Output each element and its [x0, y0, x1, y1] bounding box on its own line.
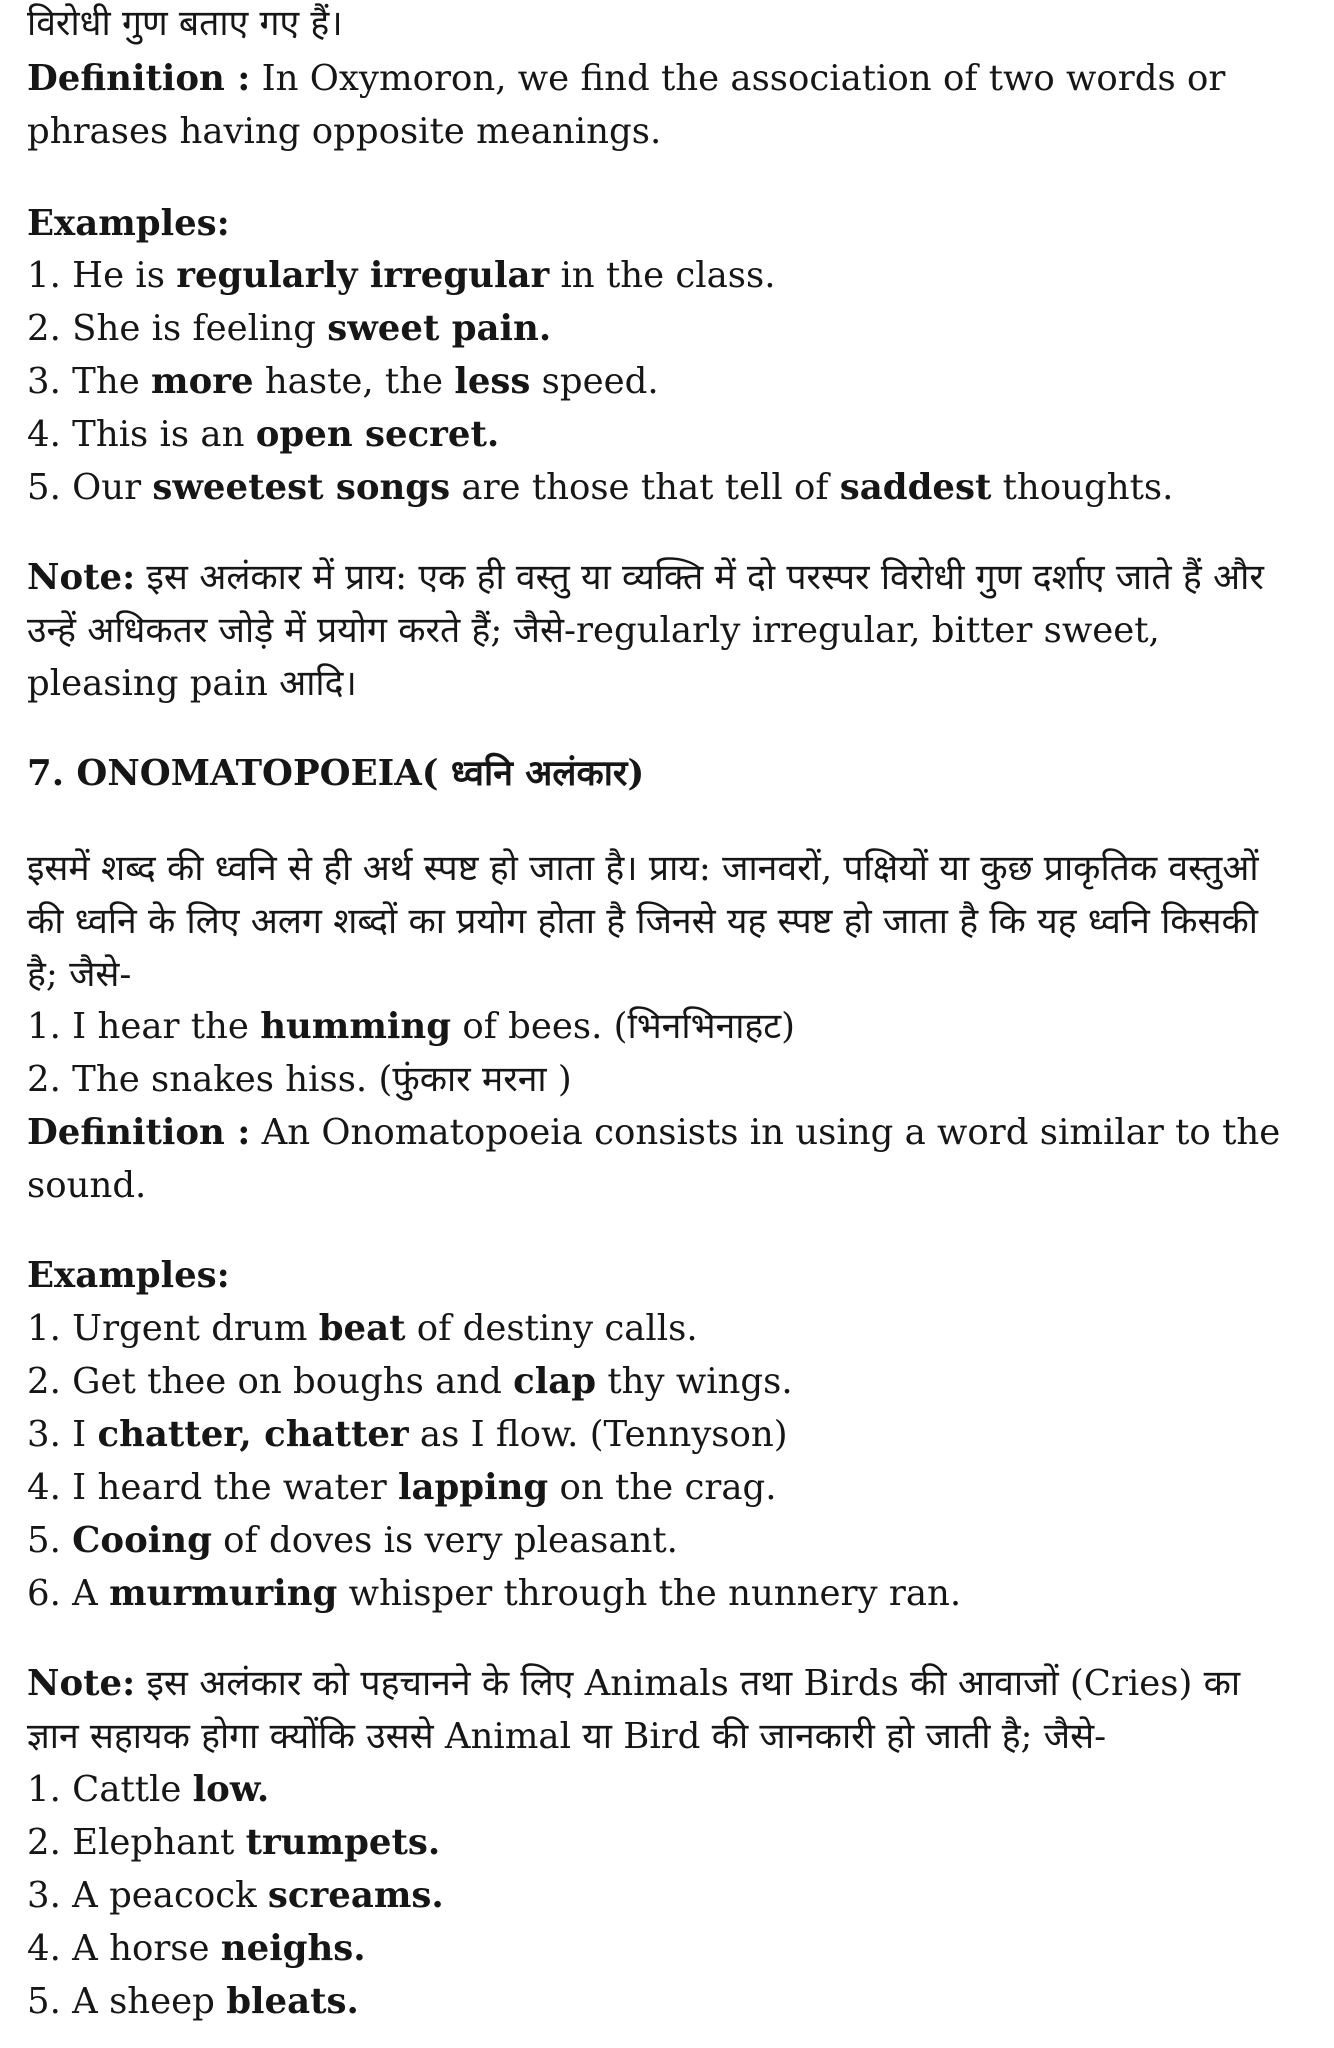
bold-text: 7. ONOMATOPOEIA( ध्वनि अलंकार): [27, 753, 645, 794]
text: of bees. (भिनभिनाहट): [451, 1006, 796, 1047]
oxymoron-example-1: [27, 254, 776, 298]
oxymoron-definition-line-2: [27, 110, 661, 154]
onomatopoeia-definition-line-2: [27, 1164, 146, 1208]
onomatopoeia-intro-line-1: [27, 847, 1258, 891]
bold-text: sweetest songs: [152, 467, 451, 508]
text: phrases having opposite meanings.: [27, 111, 662, 152]
text: speed.: [530, 361, 659, 402]
text: 6. A: [27, 1573, 110, 1614]
onomatopoeia-note-line-1: [27, 1662, 1240, 1706]
animal-cry-example-1: [27, 1768, 269, 1812]
bold-text: clap: [513, 1361, 597, 1402]
text: haste, the: [253, 361, 455, 402]
text: 1. He is: [27, 255, 177, 296]
bold-text: screams.: [267, 1875, 444, 1916]
oxymoron-note-line-1: [27, 556, 1264, 600]
animal-cry-example-3: [27, 1874, 444, 1918]
bold-text: Examples:: [27, 1255, 230, 1296]
bold-text: sweet pain.: [327, 308, 552, 349]
oxymoron-example-5: [27, 466, 1173, 510]
bold-text: saddest: [839, 467, 992, 508]
animal-cry-example-5: [27, 1980, 359, 2024]
text: 2. Elephant: [27, 1822, 246, 1863]
bold-text: trumpets.: [245, 1822, 441, 1863]
text: 4. A horse: [27, 1928, 221, 1969]
onomatopoeia-heading: [27, 752, 644, 796]
text: of doves is very pleasant.: [211, 1520, 678, 1561]
text: है; जैसे-: [27, 954, 132, 995]
bold-text: low.: [192, 1769, 270, 1810]
onomatopoeia-intro-line-3: [27, 953, 131, 997]
text: on the crag.: [548, 1467, 777, 1508]
onomatopoeia-definition-line-1: [27, 1111, 1280, 1155]
oxymoron-note-line-3: [27, 662, 357, 706]
text: 2. She is feeling: [27, 308, 328, 349]
text: sound.: [27, 1165, 147, 1206]
bold-text: lapping: [397, 1467, 549, 1508]
bold-text: murmuring: [109, 1573, 338, 1614]
animal-cry-example-2: [27, 1821, 440, 1865]
text: An Onomatopoeia consists in using a word similar to the: [250, 1112, 1281, 1153]
text: 5. A sheep: [27, 1981, 227, 2022]
oxymoron-definition-line-1: [27, 57, 1225, 101]
oxymoron-examples-heading: [27, 202, 230, 246]
bold-text: chatter, chatter: [97, 1414, 409, 1455]
bold-text: bleats.: [226, 1981, 359, 2022]
text: 4. This is an: [27, 414, 256, 455]
bold-text: humming: [260, 1006, 452, 1047]
text: 2. The snakes hiss. (फुंकार मरना ): [27, 1059, 572, 1100]
bold-text: open secret.: [255, 414, 500, 455]
onomatopoeia-intro-example-1: [27, 1005, 795, 1049]
text: as I flow. (Tennyson): [408, 1414, 788, 1455]
onomatopoeia-example-6: [27, 1572, 961, 1616]
text: thy wings.: [596, 1361, 793, 1402]
onomatopoeia-example-1: [27, 1307, 698, 1351]
onomatopoeia-note-line-2: [27, 1715, 1106, 1759]
oxymoron-note-line-2: [27, 609, 1160, 653]
onomatopoeia-examples-heading: [27, 1254, 230, 1298]
text: ज्ञान सहायक होगा क्योंकि उससे Animal या Bird की जानकारी हो जाती है; जैसे-: [27, 1716, 1107, 1757]
oxymoron-example-2: [27, 307, 551, 351]
text: 1. Urgent drum: [27, 1308, 319, 1349]
onomatopoeia-example-5: [27, 1519, 678, 1563]
animal-cry-example-4: [27, 1927, 366, 1971]
bold-text: regularly irregular: [176, 255, 550, 296]
text: of destiny calls.: [405, 1308, 698, 1349]
text: whisper through the nunnery ran.: [337, 1573, 962, 1614]
bold-text: more: [151, 361, 254, 402]
bold-text: Cooing: [72, 1520, 212, 1561]
text: इस अलंकार में प्राय: एक ही वस्तु या व्यक्ति में दो परस्पर विरोधी गुण दर्शाए जाते हैं और: [135, 557, 1264, 598]
bold-text: Note:: [27, 557, 136, 598]
bold-text: neighs.: [220, 1928, 366, 1969]
text: उन्हें अधिकतर जोड़े में प्रयोग करते हैं; जैसे-regularly irregular, bitter sweet,: [27, 610, 1160, 651]
oxymoron-example-3: [27, 360, 659, 404]
bold-text: beat: [318, 1308, 406, 1349]
text: इसमें शब्द की ध्वनि से ही अर्थ स्पष्ट हो जाता है। प्राय: जानवरों, पक्षियों या कुछ प्राकृतिक वस्तुओं: [27, 848, 1259, 889]
bold-text: Definition :: [27, 58, 251, 99]
text: 1. Cattle: [27, 1769, 193, 1810]
text: 4. I heard the water: [27, 1467, 398, 1508]
bold-text: Examples:: [27, 203, 230, 244]
text: 5.: [27, 1520, 73, 1561]
text: 3. A peacock: [27, 1875, 268, 1916]
text: 5. Our: [27, 467, 153, 508]
oxymoron-hindi-line-end: [27, 2, 343, 46]
text: thoughts.: [991, 467, 1174, 508]
text: In Oxymoron, we find the association of two words or: [250, 58, 1226, 99]
onomatopoeia-example-2: [27, 1360, 793, 1404]
text: 3. The: [27, 361, 151, 402]
text: 3. I: [27, 1414, 98, 1455]
bold-text: Definition :: [27, 1112, 251, 1153]
text: 2. Get thee on boughs and: [27, 1361, 514, 1402]
text: 1. I hear the: [27, 1006, 261, 1047]
text: are those that tell of: [450, 467, 840, 508]
onomatopoeia-intro-example-2: [27, 1058, 572, 1102]
text: विरोधी गुण बताए गए हैं।: [27, 3, 343, 44]
onomatopoeia-example-4: [27, 1466, 777, 1510]
onomatopoeia-example-3: [27, 1413, 788, 1457]
bold-text: Note:: [27, 1663, 136, 1704]
text: pleasing pain आदि।: [27, 663, 357, 704]
onomatopoeia-intro-line-2: [27, 900, 1258, 944]
oxymoron-example-4: [27, 413, 499, 457]
bold-text: less: [454, 361, 531, 402]
text: की ध्वनि के लिए अलग शब्दों का प्रयोग होता है जिनसे यह स्पष्ट हो जाता है कि यह ध्वनि किसकी: [27, 901, 1258, 942]
text: in the class.: [549, 255, 776, 296]
text: इस अलंकार को पहचानने के लिए Animals तथा Birds की आवाजों (Cries) का: [135, 1663, 1241, 1704]
